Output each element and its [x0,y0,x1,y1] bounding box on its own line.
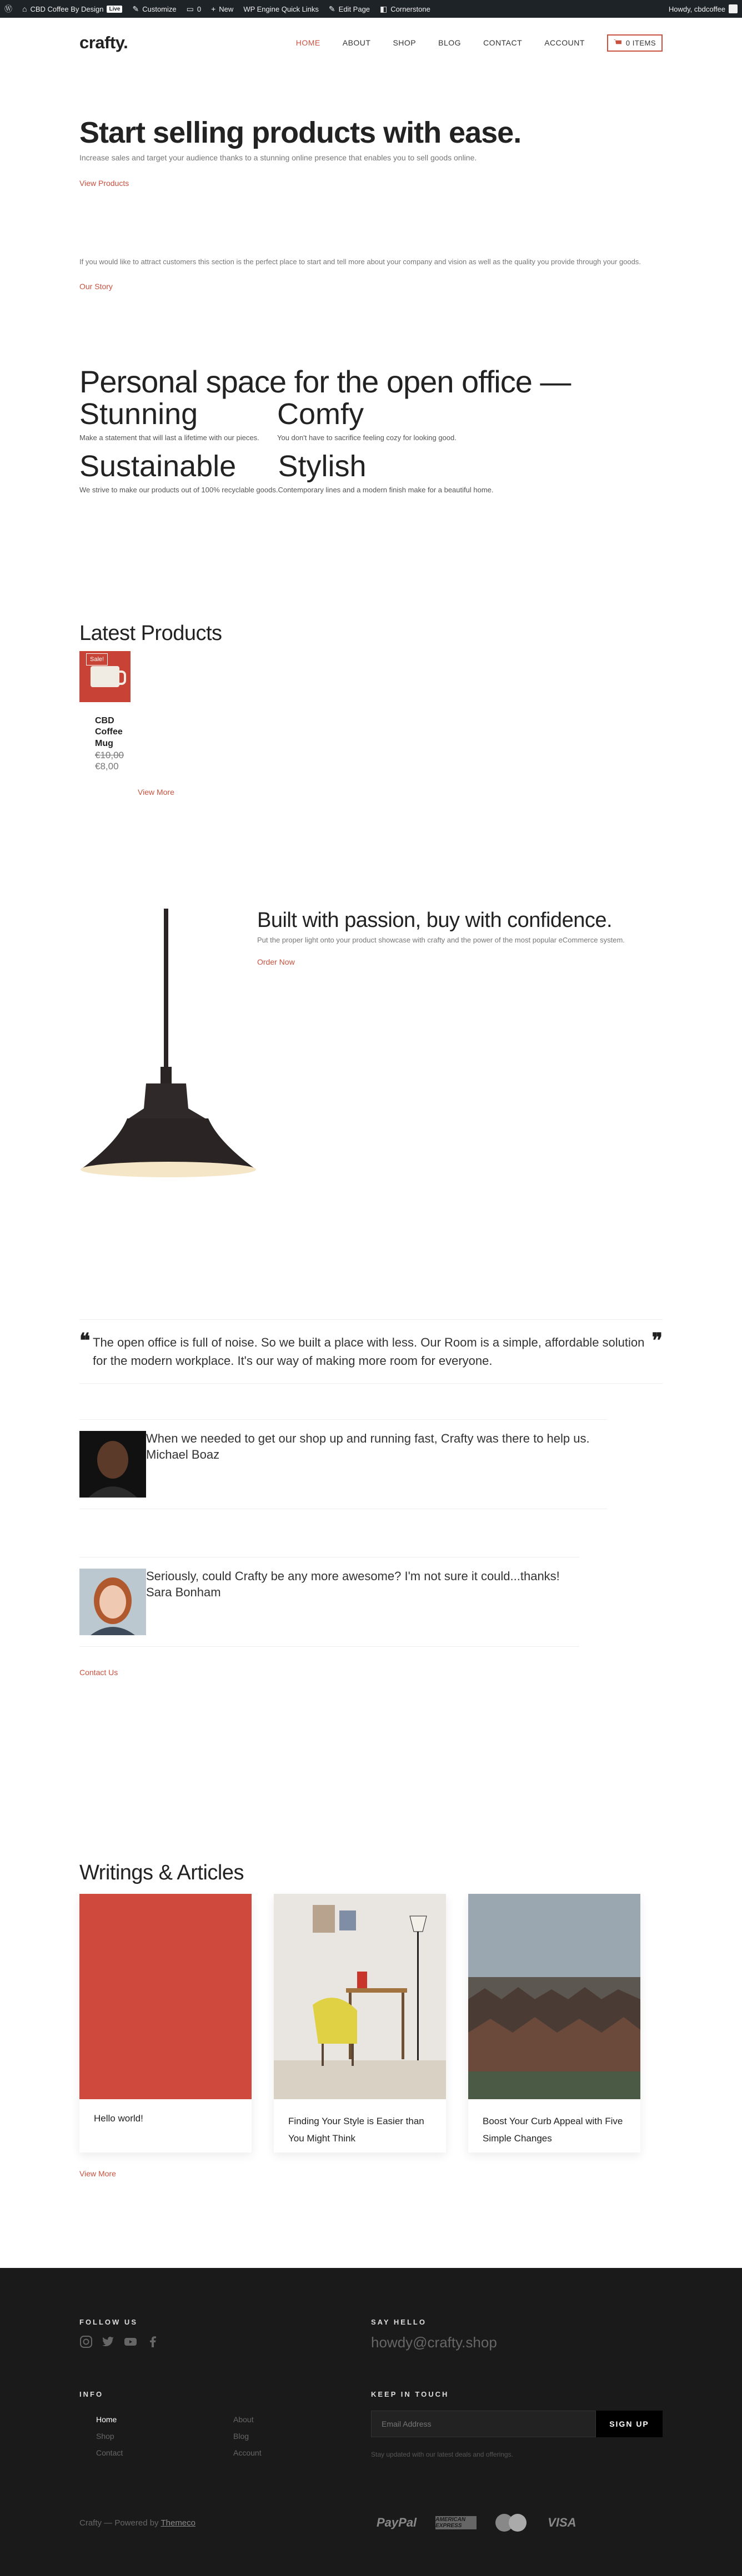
post-title[interactable]: Boost Your Curb Appeal with Five Simple Changes [483,2115,623,2144]
nav-shop[interactable]: SHOP [393,38,417,47]
feature-title: Stunning [79,397,198,431]
feature-text: Make a statement that will last a lifetime with our pieces. [79,433,259,442]
avatar [79,1431,146,1498]
quote-close-icon: ❞ [651,1328,663,1352]
live-badge: Live [107,6,122,13]
main-content [0,115,742,2179]
post-grid [79,1894,663,2152]
feature-text: We strive to make our products out of 100% recyclable goods. [79,485,278,494]
follow-heading: FOLLOW US [79,2318,138,2327]
post-card[interactable] [468,1894,640,2152]
footer-link-blog[interactable]: Blog [233,2432,249,2441]
footer-middle [79,2390,663,2458]
footer-link-contact[interactable]: Contact [96,2448,123,2458]
newsletter-note: Stay updated with our latest deals and offerings. [371,2451,513,2459]
comment-icon: ▭ [186,4,194,13]
feature-text: You don't have to sacrifice feeling cozy for looking good. [277,433,457,442]
newsletter-form [371,2411,663,2437]
plus-icon: + [211,4,216,13]
testimonial-content [146,1431,590,1498]
admin-account[interactable]: Howdy, cbdcoffee [669,4,738,13]
info-heading: INFO [79,2390,104,2399]
personal-space-section [79,366,663,493]
site-logo[interactable]: crafty. [79,33,128,52]
admin-comments[interactable]: ▭ 0 [186,4,202,13]
payment-methods [377,2514,576,2532]
sign-up-button[interactable]: SIGN UP [596,2411,663,2437]
twitter-icon[interactable] [102,2335,115,2348]
amex-icon: AMERICAN EXPRESS [435,2516,477,2529]
order-now-link[interactable]: Order Now [257,957,295,966]
home-icon: ⌂ [22,4,27,13]
footer-bottom [79,2514,663,2532]
post-card[interactable] [79,1894,252,2152]
admin-site-name[interactable]: ⌂ CBD Coffee By Design Live [22,4,122,13]
testimonial [79,1557,579,1647]
hero-title: Start selling products with ease. [79,116,522,149]
post-card[interactable] [274,1894,446,2152]
latest-title: Latest Products [79,621,222,645]
cart-icon [614,39,621,46]
passion-description: Put the proper light onto your product showcase with crafty and the power of the most popular eCommerce system. [257,935,625,944]
quote-text: The open office is full of noise. So we built a place with less. Our Room is a simple, affordable solution for the modern workplace. It's our way of making more room for everyone. [93,1335,645,1368]
passion-title: Built with passion, buy with confidence. [257,908,613,932]
nav-blog[interactable]: BLOG [438,38,462,47]
testimonial-author: Michael Boaz [146,1447,220,1461]
view-more-products-link[interactable]: View More [138,787,174,797]
hero-subtitle: Increase sales and target your audience thanks to a stunning online presence that enables you to sell goods online. [79,153,477,162]
writings-title: Writings & Articles [79,1861,244,1884]
mastercard-icon [495,2514,529,2532]
post-image[interactable] [79,1894,252,2099]
hero-section [79,115,663,189]
post-image[interactable] [468,1894,640,2099]
footer-link-about[interactable]: About [233,2415,254,2424]
quote-section [79,1319,663,1384]
admin-customize[interactable]: ✎ Customize [132,4,177,13]
testimonial-text: Seriously, could Crafty be any more awesome? I'm not sure it could...thanks! [146,1569,560,1583]
feature-row [79,399,663,442]
product-card[interactable] [79,651,131,702]
testimonial-author: Sara Bonham [146,1585,221,1599]
info-links [96,2415,371,2457]
avatar [79,1569,146,1635]
contact-us-link[interactable]: Contact Us [79,1667,118,1677]
product-name[interactable]: CBD Coffee Mug [95,715,123,749]
testimonial [79,1419,607,1509]
cornerstone-icon: ◧ [380,4,388,13]
facebook-icon[interactable] [146,2335,159,2348]
pencil-icon: ✎ [328,4,335,13]
brush-icon: ✎ [132,4,139,13]
nav-account[interactable]: ACCOUNT [544,38,585,47]
social-links [79,2335,371,2348]
wordpress-icon: Ⓦ [4,4,12,13]
cart-button[interactable]: 0 ITEMS [607,34,663,52]
admin-cornerstone[interactable]: ◧ Cornerstone [380,4,430,13]
passion-text [257,909,625,967]
contact-email-link[interactable]: howdy@crafty.shop [371,2334,497,2351]
story-text: If you would like to attract customers this section is the perfect place to start and tell more about your company and vision as well as the quality you provide through your goods. [79,258,641,266]
post-image[interactable] [274,1894,446,2099]
main-nav [296,34,663,52]
passion-section [79,909,663,1208]
avatar [729,4,738,13]
newsletter-column [371,2390,663,2458]
themeco-link[interactable]: Themeco [161,2518,195,2528]
footer-link-shop[interactable]: Shop [96,2432,114,2441]
site-header [0,18,742,68]
touch-heading: KEEP IN TOUCH [371,2390,449,2399]
feature-title: Sustainable [79,449,237,483]
hello-column [371,2318,663,2351]
sale-badge: Sale! [86,653,108,666]
post-title[interactable]: Finding Your Style is Easier than You Might Think [288,2115,424,2144]
youtube-icon[interactable] [124,2335,137,2348]
pendant-lamp-image [79,909,257,1186]
view-products-link[interactable]: View Products [79,179,129,188]
nav-contact[interactable]: CONTACT [483,38,523,47]
email-field[interactable] [371,2411,596,2437]
testimonial-content [146,1569,560,1635]
admin-new[interactable]: + New [211,4,234,13]
view-more-posts-link[interactable]: View More [79,2169,116,2179]
story-section [79,255,663,294]
feature-title: Stylish [278,449,367,483]
nav-home[interactable]: HOME [295,38,320,47]
product-new-price: €8,00 [95,760,119,772]
writings-section [79,1861,663,2179]
testimonial-text: When we needed to get our shop up and running fast, Crafty was there to help us. [146,1431,590,1445]
product-image[interactable] [79,651,131,702]
latest-products-section [79,622,663,798]
instagram-icon[interactable] [79,2335,93,2348]
product-old-price: €10,00 [95,749,124,760]
info-column [79,2390,371,2458]
credit-text: Crafty — Powered by [79,2518,159,2528]
mug-icon [91,666,119,687]
footer-link-home[interactable]: Home [96,2415,117,2424]
feature-row [79,451,663,494]
personal-title: Personal space for the open office — [79,364,571,400]
feature-stylish [278,451,493,494]
feature-text: Contemporary lines and a modern finish make for a beautiful home. [278,485,494,494]
wordpress-logo[interactable] [4,3,12,14]
footer-top [79,2318,663,2351]
feature-title: Comfy [277,397,364,431]
visa-icon: VISA [548,2515,576,2530]
admin-edit-page[interactable]: ✎ Edit Page [328,4,370,13]
footer-credit [79,2518,377,2528]
admin-bar [0,0,742,18]
feature-stunning [79,399,277,442]
follow-column [79,2318,371,2351]
nav-about[interactable]: ABOUT [342,38,371,47]
post-title[interactable]: Hello world! [94,2113,143,2124]
admin-quick-links[interactable]: WP Engine Quick Links [243,4,319,13]
our-story-link[interactable]: Our Story [79,281,113,291]
feature-comfy [277,399,475,442]
footer-link-account[interactable]: Account [233,2448,262,2458]
feature-sustainable [79,451,278,494]
site-footer [0,2268,742,2576]
paypal-icon: PayPal [377,2515,417,2530]
quote-open-icon: ❝ [79,1328,91,1352]
hello-heading: SAY HELLO [371,2318,427,2327]
